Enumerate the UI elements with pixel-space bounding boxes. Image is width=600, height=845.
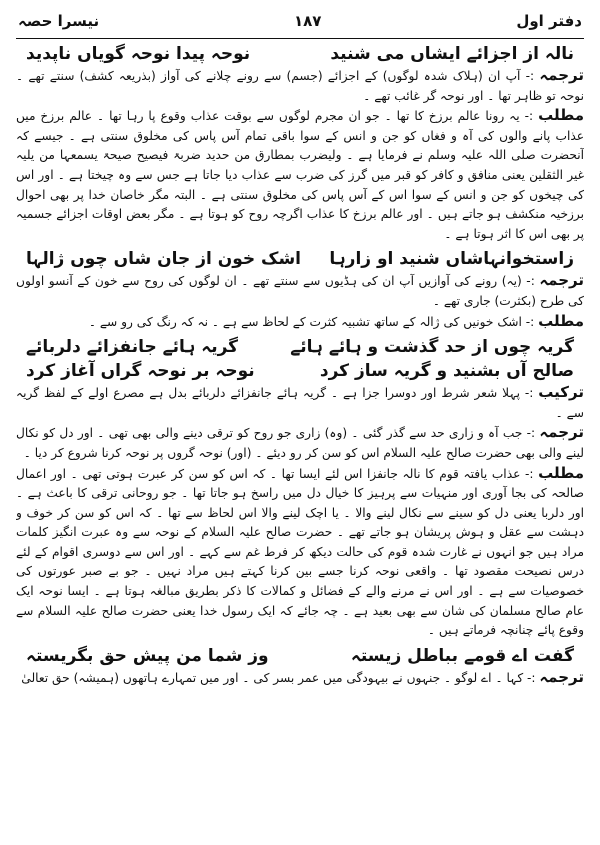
paragraph-text: :- اشک خونیں کی ژالہ کے ساتھ تشبیہ کثرت کے لحاظ سے ہے ۔ نہ کہ رنگ کی رو سے ۔	[88, 314, 535, 329]
header-part-title: نیسرا حصہ	[18, 12, 100, 30]
verse-hemistich-left: وز شما من پیش حق بگریستہ	[26, 645, 269, 666]
paragraph-label: ترجمہ	[539, 667, 584, 686]
paragraph-label: مطلب	[538, 463, 584, 482]
header-book-title: دفتر اول	[516, 12, 582, 30]
verse-2	[16, 247, 584, 271]
paragraph-text: :- آپ ان (ہلاک شدہ لوگوں) کے اجزائے (جسم) سے رونے چلانے کی آواز (بذریعہ کشف) سنتے تھے ۔ نوحہ تو ظاہر تھا ۔ اور نوحہ گر غائب تھے ۔	[16, 69, 584, 103]
paragraph-label: ترجمہ	[539, 66, 584, 84]
paragraph-label: ترجمہ	[539, 423, 584, 442]
explanation-1	[16, 106, 584, 244]
verse-5	[16, 644, 584, 668]
verse-1	[16, 42, 584, 66]
verse-hemistich-left: نوحہ بر نوحہ گراں آغاز کرد	[26, 361, 255, 382]
translation-4	[16, 668, 584, 689]
grammar-note	[16, 383, 584, 423]
paragraph-label: مطلب	[538, 106, 584, 125]
paragraph-text: :- یہ رونا عالم برزخ کا تھا ۔ جو ان مجرم لوگوں سے بوقت عذاب وقوع پا رہا تھا ۔ عالم برزخ میں عذاب پانے والوں کی آہ و فغاں کو جن و انس کے سوا باقی تمام آس پاس کی مخلوق سنتی ہے ۔ جیسے کہ آنحضرت صلی اللہ علیہ وسلم نے فرمایا ہے ۔ ولیضرب بمطارق من حدید ضربۃ فیصیح صیحۃ یسمعہا من یلیہ غیر الثقلین یعنی منافق و کافر کو قبر میں گرز کی ضرب سے عذاب دیا جاتا ہے جس سے وہ چیختا ہے ۔ اور اس کی چیخوں کو جن و انس کے سوا اس کے آس پاس کی مخلوق سنتی ہے ۔ البتہ مگر خاصان خدا پر بھی احوال برزخیہ منکشف ہو جاتے ہیں ۔ اور عالم برزخ کا عذاب اگرچہ روح کو ہوتا ہے ۔ مگر بعض اوقات اجزائے جسمیہ پر بھی اس کا اثر ہوتا ہے ۔	[16, 109, 584, 241]
verse-hemistich-right: زاستخوانہاشاں شنید او زارہا	[329, 249, 574, 270]
page-body	[16, 42, 584, 841]
verse-hemistich-right: گریہ چوں از حد گذشت و ہائے ہائے	[290, 337, 574, 358]
paragraph-text: :- کہا ۔ اے لوگو ۔ جنہوں نے بیہودگی میں عمر بسر کی ۔ اور میں تمہارے ہاتھوں (ہمیشہ) حق تعالیٰ	[21, 670, 536, 685]
verse-hemistich-left: گریہ ہائے جانفزائے دلربائے	[26, 337, 239, 358]
paragraph-text: :- پہلا شعر شرط اور دوسرا جزا ہے ۔ گریہ ہائے جانفزائے دلربائے بدل ہے مصرع اولے کے لفظ گریہ سے ۔	[16, 386, 584, 420]
header-divider	[16, 38, 584, 39]
verse-hemistich-right: نالہ از اجزائے ایشاں می شنید	[330, 44, 574, 64]
verse-3	[16, 335, 584, 359]
paragraph-label: ترکیب	[538, 383, 584, 402]
paragraph-text: :- عذاب یافتہ قوم کا نالہ جانفزا اس لئے ایسا تھا ۔ کہ اس کو سن کر عبرت ہوتی تھی ۔ اور اعمال صالحہ کی بجا آوری اور منہیات سے پرہیز کا خیال دل میں راسخ ہو جاتا تھا ۔ جو روحانی ترقی کا باعث ہے ۔ اور دلربا یعنی دل کو سینے سے نکال لینے والا ۔ یا اچک لینے والا اس لحاظ سے تھا ۔ کہ اس کو سن کر خوف و دہشت سے عقل و ہوش پریشان ہو جاتے تھے ۔ حضرت صالح علیہ السلام کے نوحہ سے وہ عبرت انگیز کلمات مراد ہیں جو انہوں نے غارت شدہ قوم کی حالت دیکھ کر فرط غم سے کہے ۔ اور اس سے دوسری اقوام کے لئے درس نصیحت مقصود تھا ۔ واقعی نوحہ کرنا جسے بین کرنا کہتے ہیں مراد نہیں ۔ جو بے صبر عورتوں کی خصوصیات سے ہے ۔ اور اس نے مرنے والے کے فضائل و کمالات کا ذکر بطریق مبالغہ ہوتا ہے ۔ ایسا نوحہ ایک عام صالح مسلمان کی شان سے بھی بعید ہے ۔ چہ جائے کہ ایک رسول خدا یعنی حضرت صالح علیہ السلام سے وقوع پائے چنانچہ فرماتے ہیں ۔	[16, 466, 584, 638]
explanation-2	[16, 312, 584, 333]
paragraph-label: ترجمہ	[539, 271, 584, 290]
verse-hemistich-left: نوحہ پیدا نوحہ گویاں ناپدید	[26, 44, 251, 64]
page-number: ۱۸۷	[293, 12, 322, 30]
paragraph-text: :- (یہ) رونے کی آوازیں آپ ان کی ہڈیوں سے سنتے تھے ۔ ان لوگوں کی روح سے خون کے آنسو اولوں کی طرح (بکثرت) جاری تھے ۔	[16, 274, 584, 308]
paragraph-text: :- جب آہ و زاری حد سے گذر گئی ۔ (وہ) زاری جو روح کو ترقی دینے والی بھی تھی ۔ اور دل کو نکال لینے والی بھی حضرت صالح علیہ السلام اس کو سن کر رو دیئے ۔ (اور) نوحہ گروں پر نوحہ کرنا شروع کر دیا ۔	[16, 426, 584, 460]
verse-hemistich-right: صالح آں بشنید و گریہ ساز کرد	[319, 361, 574, 382]
page-header	[18, 8, 582, 34]
verse-4	[16, 359, 584, 383]
paragraph-label: مطلب	[538, 311, 584, 330]
translation-3	[16, 423, 584, 463]
explanation-3	[16, 464, 584, 641]
verse-hemistich-right: گفت اے قومے بباطل زیستہ	[350, 645, 574, 666]
translation-2	[16, 271, 584, 311]
translation-1	[16, 66, 584, 106]
verse-hemistich-left: اشک خون از جان شاں چوں ژالہا	[26, 249, 302, 270]
